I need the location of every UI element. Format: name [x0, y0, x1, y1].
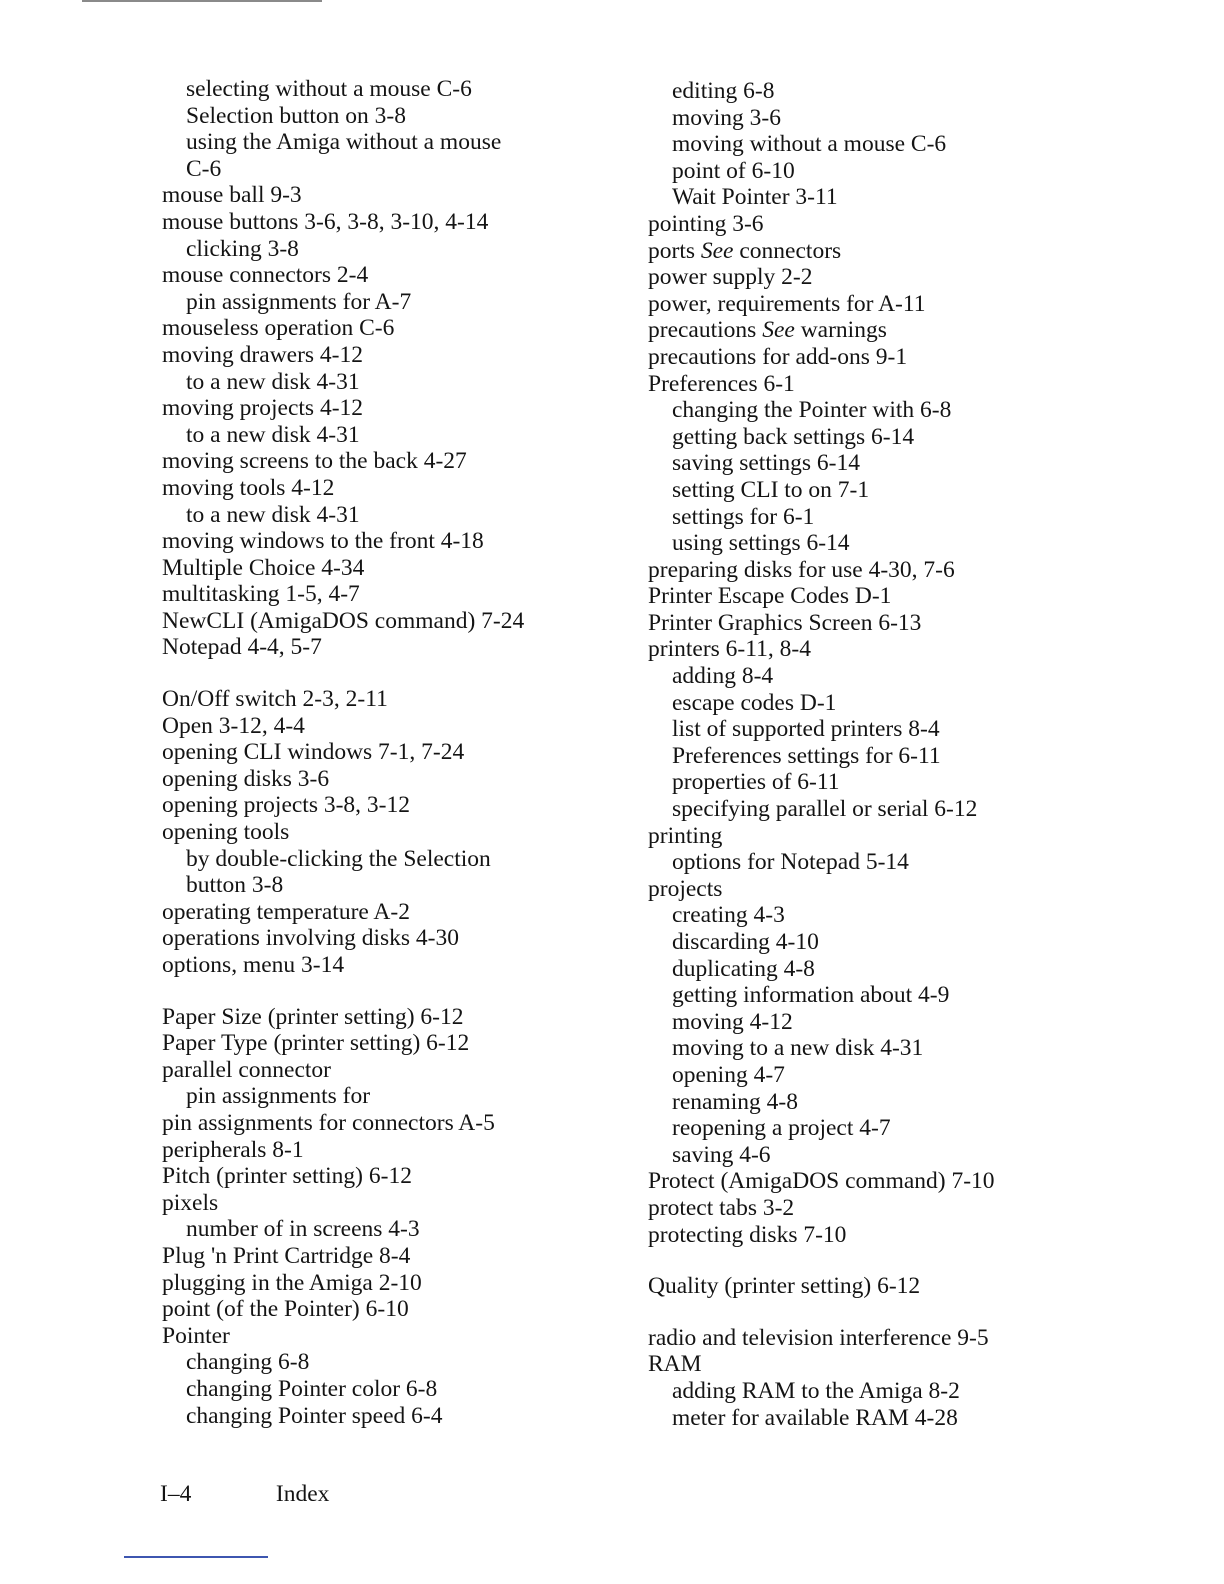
index-entry: moving tools 4-12 [162, 474, 335, 501]
index-entry: Plug 'n Print Cartridge 8-4 [162, 1242, 411, 1269]
index-entry: protect tabs 3-2 [648, 1194, 795, 1221]
index-subentry: button 3-8 [186, 872, 284, 899]
index-entry: parallel connector [162, 1056, 331, 1083]
index-subentry: Selection button on 3-8 [186, 102, 406, 129]
page-footer [160, 1480, 329, 1508]
index-entry: Paper Size (printer setting) 6-12 [162, 1003, 464, 1030]
index-entry: moving projects 4-12 [162, 395, 364, 422]
index-entry: moving windows to the front 4-18 [162, 528, 484, 555]
section-title: Index [275, 1481, 330, 1507]
index-subentry: adding 8-4 [672, 663, 774, 690]
index-subentry: moving without a mouse C-6 [672, 131, 947, 158]
index-subentry: saving 4-6 [672, 1141, 771, 1168]
index-entry: RAM [648, 1351, 702, 1378]
index-subentry: getting information about 4-9 [672, 982, 950, 1009]
index-entry: mouse connectors 2-4 [162, 262, 369, 289]
index-entry: pixels [162, 1189, 219, 1216]
index-entry: opening disks 3-6 [162, 765, 330, 792]
index-column-left [162, 76, 582, 1429]
index-entry: pin assignments for connectors A-5 [162, 1109, 495, 1136]
index-entry: moving screens to the back 4-27 [162, 448, 467, 475]
index-entry: protecting disks 7-10 [648, 1221, 847, 1248]
index-entry: multitasking 1-5, 4-7 [162, 581, 360, 608]
index-entry: projects [648, 875, 723, 902]
index-entry: moving drawers 4-12 [162, 341, 364, 368]
index-subentry: clicking 3-8 [186, 235, 299, 262]
index-subentry: point of 6-10 [672, 157, 795, 184]
index-subentry: saving settings 6-14 [672, 450, 860, 477]
index-subentry: properties of 6-11 [672, 769, 840, 796]
index-entry: opening projects 3-8, 3-12 [162, 792, 411, 819]
top-rule [82, 0, 322, 2]
index-subentry: moving 4-12 [672, 1008, 793, 1035]
index-subentry: meter for available RAM 4-28 [672, 1404, 958, 1431]
index-entry: Multiple Choice 4-34 [162, 554, 365, 581]
index-subentry: changing Pointer color 6-8 [186, 1375, 438, 1402]
index-subentry: options for Notepad 5-14 [672, 849, 909, 876]
index-subentry: getting back settings 6-14 [672, 423, 915, 450]
index-subentry: duplicating 4-8 [672, 955, 815, 982]
index-subentry: using the Amiga without a mouse [186, 129, 502, 156]
index-subentry: creating 4-3 [672, 902, 785, 929]
index-column-right [648, 78, 1078, 1431]
index-entry: plugging in the Amiga 2-10 [162, 1269, 422, 1296]
index-subentry: discarding 4-10 [672, 929, 819, 955]
index-subentry: list of supported printers 8-4 [672, 716, 940, 743]
index-entry: radio and television interference 9-5 [648, 1324, 989, 1351]
index-subentry: setting CLI to on 7-1 [672, 476, 870, 503]
index-subentry: C-6 [186, 155, 222, 182]
index-entry: power, requirements for A-11 [648, 290, 926, 317]
index-subentry: renaming 4-8 [672, 1088, 798, 1115]
page-number: I–4 [160, 1481, 192, 1507]
index-entry: precautions for add-ons 9-1 [648, 343, 908, 370]
index-entry: pointing 3-6 [648, 210, 764, 237]
index-entry: Protect (AmigaDOS command) 7-10 [648, 1168, 995, 1195]
index-subentry: moving to a new disk 4-31 [672, 1035, 924, 1062]
index-entry: precautions See warnings [648, 317, 887, 344]
index-entry: peripherals 8-1 [162, 1136, 304, 1163]
index-subentry: to a new disk 4-31 [186, 501, 360, 528]
index-entry: mouseless operation C-6 [162, 315, 395, 342]
index-entry: operating temperature A-2 [162, 898, 410, 925]
index-subentry: opening 4-7 [672, 1061, 785, 1088]
index-subentry: reopening a project 4-7 [672, 1115, 891, 1142]
index-entry: Printer Graphics Screen 6-13 [648, 609, 922, 636]
index-subentry: to a new disk 4-31 [186, 421, 360, 448]
index-subentry: editing 6-8 [672, 78, 775, 104]
index-subentry: Preferences settings for 6-11 [672, 742, 941, 769]
index-entry: mouse buttons 3-6, 3-8, 3-10, 4-14 [162, 208, 489, 235]
index-entry: point (of the Pointer) 6-10 [162, 1296, 409, 1323]
index-subentry: to a new disk 4-31 [186, 368, 360, 395]
index-subentry: pin assignments for [186, 1083, 371, 1110]
index-subentry: escape codes D-1 [672, 689, 837, 716]
index-subentry: changing 6-8 [186, 1349, 310, 1376]
index-entry: Notepad 4-4, 5-7 [162, 634, 322, 661]
index-entry: Paper Type (printer setting) 6-12 [162, 1030, 470, 1057]
index-subentry: changing Pointer speed 6-4 [186, 1402, 443, 1429]
index-entry: Preferences 6-1 [648, 370, 795, 397]
index-entry: opening CLI windows 7-1, 7-24 [162, 739, 465, 766]
index-subentry: pin assignments for A-7 [186, 288, 412, 315]
index-entry: opening tools [162, 819, 290, 846]
index-entry: NewCLI (AmigaDOS command) 7-24 [162, 607, 525, 634]
index-entry: options, menu 3-14 [162, 952, 345, 978]
index-entry: Quality (printer setting) 6-12 [648, 1273, 921, 1300]
index-subentry: selecting without a mouse C-6 [186, 76, 472, 102]
index-entry: printers 6-11, 8-4 [648, 636, 811, 663]
index-subentry: changing the Pointer with 6-8 [672, 397, 952, 424]
index-entry: operations involving disks 4-30 [162, 925, 459, 952]
index-entry: Pitch (printer setting) 6-12 [162, 1163, 412, 1190]
index-subentry: number of in screens 4-3 [186, 1216, 420, 1243]
see-reference: See [762, 317, 795, 344]
see-reference: See [700, 237, 734, 264]
index-entry: power supply 2-2 [648, 264, 813, 291]
bottom-rule [124, 1556, 268, 1558]
index-subentry: moving 3-6 [672, 104, 782, 131]
index-entry: On/Off switch 2-3, 2-11 [162, 686, 388, 713]
index-entry: Pointer [162, 1322, 230, 1349]
index-entry: ports See connectors [648, 237, 842, 264]
index-subentry: adding RAM to the Amiga 8-2 [672, 1377, 960, 1404]
index-entry: Printer Escape Codes D-1 [648, 583, 892, 610]
index-subentry: settings for 6-1 [672, 503, 815, 530]
index-subentry: by double-clicking the Selection [186, 845, 491, 872]
index-entry: Open 3-12, 4-4 [162, 712, 305, 739]
index-subentry: specifying parallel or serial 6-12 [672, 796, 978, 823]
index-subentry: using settings 6-14 [672, 530, 850, 557]
index-subentry: Wait Pointer 3-11 [672, 184, 838, 211]
index-entry: preparing disks for use 4-30, 7-6 [648, 556, 955, 583]
index-entry: mouse ball 9-3 [162, 182, 302, 209]
index-entry: printing [648, 822, 723, 849]
